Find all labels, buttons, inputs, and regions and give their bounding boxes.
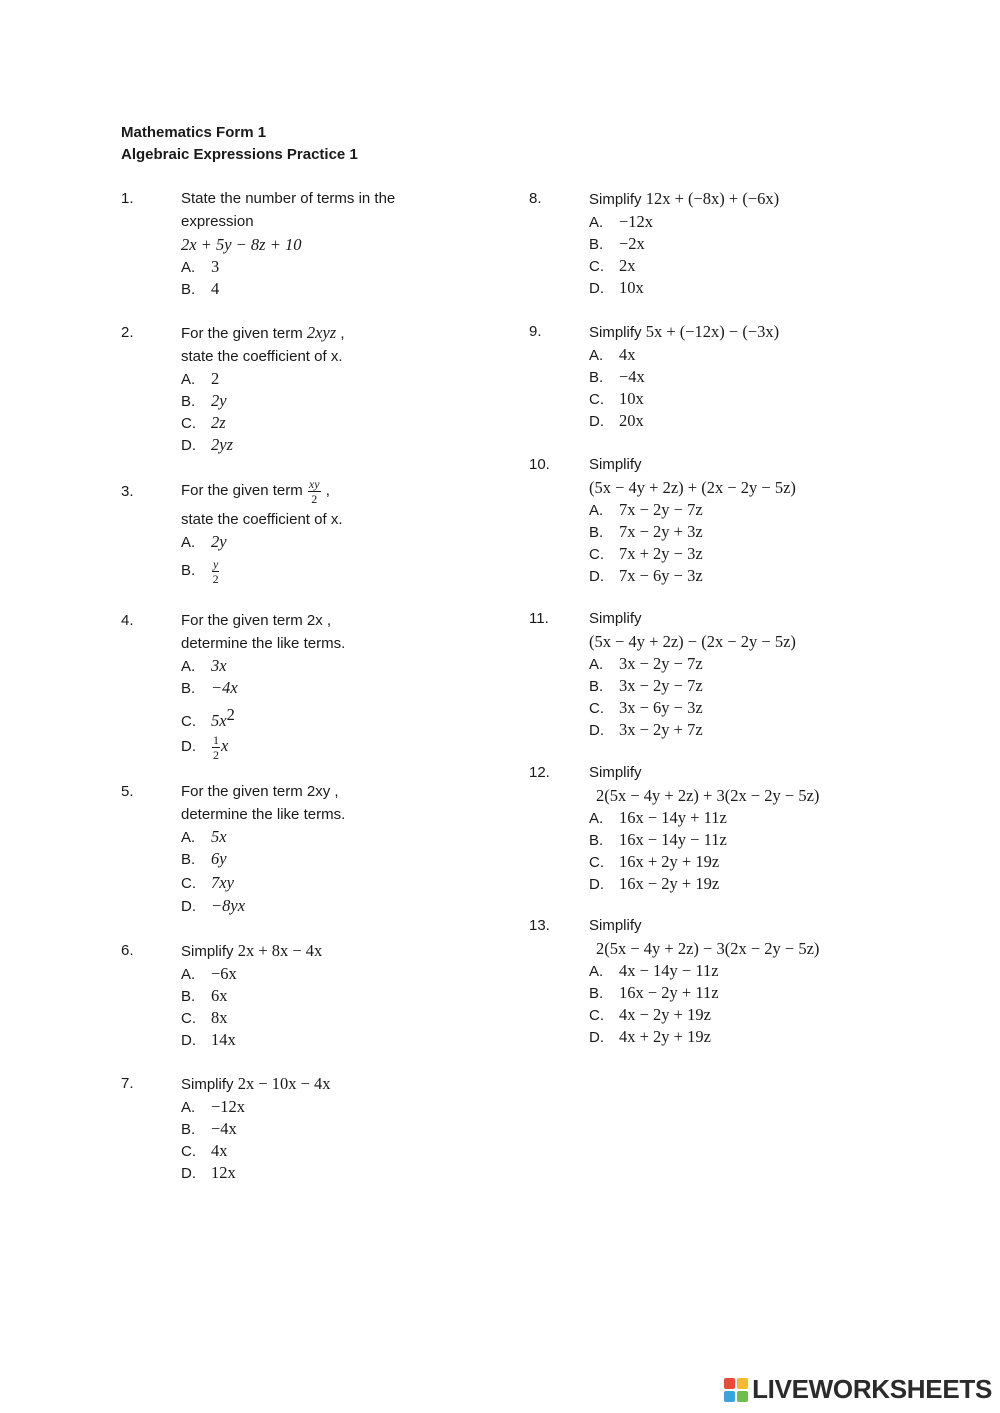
- question-number: 8.: [529, 190, 542, 207]
- option-b[interactable]: B. 7x − 2y + 3z: [589, 522, 703, 541]
- fraction: $\frac{1}{2}$: [213, 732, 219, 762]
- question-text: Simplify: [589, 764, 642, 781]
- option-a[interactable]: A. 2: [181, 369, 220, 388]
- question-6: [121, 939, 511, 1072]
- question-9: [529, 320, 909, 453]
- logo-square: [724, 1378, 735, 1389]
- option-d[interactable]: D. −8yx: [181, 896, 246, 915]
- question-text: Simplify: [589, 610, 642, 627]
- option-b[interactable]: B. 2y: [181, 391, 227, 410]
- question-text: determine the like terms.: [181, 806, 346, 823]
- option-b[interactable]: B. 16x − 2y + 11z: [589, 983, 719, 1002]
- question-number: 2.: [121, 324, 134, 341]
- option-a[interactable]: A. −6x: [181, 964, 237, 983]
- worksheet-header: [121, 122, 358, 166]
- logo-square: [737, 1378, 748, 1389]
- option-c[interactable]: C. 2x: [589, 256, 636, 275]
- question-number: 13.: [529, 917, 550, 934]
- option-d[interactable]: D. 7x − 6y − 3z: [589, 566, 703, 585]
- question-number: 10.: [529, 456, 550, 473]
- question-4: [121, 609, 511, 780]
- option-d[interactable]: D. 16x − 2y + 19z: [589, 874, 720, 893]
- worksheet-title: Mathematics Form 1: [121, 124, 267, 141]
- option-a[interactable]: A. −12x: [181, 1097, 246, 1116]
- option-d[interactable]: D. $\frac{1}{2}$ x: [181, 732, 229, 762]
- option-b[interactable]: B. 16x − 14y − 11z: [589, 830, 727, 849]
- question-expression: (5x − 4y + 2z) − (2x − 2y − 5z): [589, 632, 796, 651]
- option-a[interactable]: A. 4x − 14y − 11z: [589, 961, 719, 980]
- option-d[interactable]: D. 10x: [589, 278, 644, 297]
- option-d[interactable]: D. 12x: [181, 1163, 236, 1182]
- question-text: Simplify 2x + 8x − 4x: [181, 941, 323, 960]
- option-b[interactable]: B. −4x: [181, 1119, 237, 1138]
- option-d[interactable]: D. 14x: [181, 1030, 236, 1049]
- option-a[interactable]: A. 16x − 14y + 11z: [589, 808, 727, 827]
- question-text: Simplify: [589, 456, 642, 473]
- question-7: [121, 1072, 511, 1184]
- question-expression: 2(5x − 4y + 2z) − 3(2x − 2y − 5z): [596, 939, 820, 958]
- option-a[interactable]: A. 2y: [181, 532, 227, 551]
- fraction: $\frac{y}{2}$: [212, 556, 219, 586]
- question-text: state the coefficient of x.: [181, 348, 343, 365]
- option-c[interactable]: C. 4x: [181, 1141, 228, 1160]
- question-text: For the given term 2xyz ,: [181, 323, 345, 342]
- question-text: For the given term 2x ,: [181, 612, 332, 629]
- option-b[interactable]: B. −2x: [589, 234, 645, 253]
- option-d[interactable]: D. 2yz: [181, 435, 233, 454]
- question-13: [529, 914, 909, 1048]
- option-a[interactable]: A. 3x: [181, 656, 227, 675]
- question-number: 11.: [529, 610, 549, 627]
- question-2: [121, 321, 511, 478]
- option-b[interactable]: B. −4x: [181, 678, 238, 697]
- question-text: determine the like terms.: [181, 635, 346, 652]
- question-number: 6.: [121, 942, 134, 959]
- left-column: [121, 187, 511, 1184]
- fraction: $\frac{xy}{2}$: [308, 476, 320, 506]
- option-d[interactable]: D. 20x: [589, 411, 644, 430]
- question-expression: 2x + 5y − 8z + 10: [181, 235, 302, 254]
- liveworksheets-logo[interactable]: [724, 1374, 992, 1405]
- option-a[interactable]: A. 4x: [589, 345, 636, 364]
- option-a[interactable]: A. 7x − 2y − 7z: [589, 500, 703, 519]
- question-text: Simplify 12x + (−8x) + (−6x): [589, 189, 780, 208]
- option-b[interactable]: B. 6x: [181, 986, 228, 1005]
- option-c[interactable]: C. 7xy: [181, 873, 234, 892]
- question-text: Simplify: [589, 917, 642, 934]
- liveworksheets-icon: [724, 1378, 748, 1402]
- option-b[interactable]: B. 4: [181, 279, 220, 298]
- question-11: [529, 607, 909, 761]
- option-b[interactable]: B. −4x: [589, 367, 645, 386]
- option-c[interactable]: C. $5x^2$: [181, 705, 235, 730]
- option-a[interactable]: A. 5x: [181, 827, 227, 846]
- option-a[interactable]: A. 3x − 2y − 7z: [589, 654, 703, 673]
- option-c[interactable]: C. 7x + 2y − 3z: [589, 544, 703, 563]
- option-a[interactable]: A. 3: [181, 257, 220, 276]
- logo-square: [724, 1391, 735, 1402]
- option-b[interactable]: B. 3x − 2y − 7z: [589, 676, 703, 695]
- question-number: 1.: [121, 190, 134, 207]
- question-text: State the number of terms in the: [181, 190, 396, 207]
- option-c[interactable]: C. 3x − 6y − 3z: [589, 698, 703, 717]
- option-c[interactable]: C. 4x − 2y + 19z: [589, 1005, 711, 1024]
- question-text: Simplify 5x + (−12x) − (−3x): [589, 322, 780, 341]
- question-1: [121, 187, 511, 321]
- question-number: 4.: [121, 612, 134, 629]
- right-column: [529, 187, 909, 1048]
- question-12: [529, 761, 909, 914]
- option-d[interactable]: D. 4x + 2y + 19z: [589, 1027, 711, 1046]
- option-b[interactable]: B. $\frac{y}{2}$: [181, 556, 219, 586]
- logo-text: LIVEWORKSHEETS: [752, 1374, 992, 1404]
- question-number: 5.: [121, 783, 134, 800]
- question-number: 9.: [529, 323, 542, 340]
- question-number: 3.: [121, 483, 134, 500]
- question-number: 12.: [529, 764, 550, 781]
- option-b[interactable]: B. 6y: [181, 849, 227, 868]
- option-c[interactable]: C. 2z: [181, 413, 226, 432]
- question-10: [529, 453, 909, 607]
- question-3: [121, 474, 511, 609]
- question-text: Simplify 2x − 10x − 4x: [181, 1074, 331, 1093]
- question-expression: 2(5x − 4y + 2z) + 3(2x − 2y − 5z): [596, 786, 820, 805]
- worksheet-subtitle: Algebraic Expressions Practice 1: [121, 146, 358, 163]
- option-c[interactable]: C. 10x: [589, 389, 644, 408]
- question-number: 7.: [121, 1075, 134, 1092]
- question-text: state the coefficient of x.: [181, 511, 343, 528]
- question-8: [529, 187, 909, 320]
- question-expression: (5x − 4y + 2z) + (2x − 2y − 5z): [589, 478, 796, 497]
- logo-square: [737, 1391, 748, 1402]
- option-a[interactable]: A. −12x: [589, 212, 654, 231]
- question-text: For the given term $\frac{xy}{2}$ ,: [181, 476, 330, 506]
- option-c[interactable]: C. 8x: [181, 1008, 228, 1027]
- option-d[interactable]: D. 3x − 2y + 7z: [589, 720, 703, 739]
- question-text: expression: [181, 213, 254, 230]
- option-c[interactable]: C. 16x + 2y + 19z: [589, 852, 720, 871]
- question-5: [121, 780, 511, 939]
- question-text: For the given term 2xy ,: [181, 783, 339, 800]
